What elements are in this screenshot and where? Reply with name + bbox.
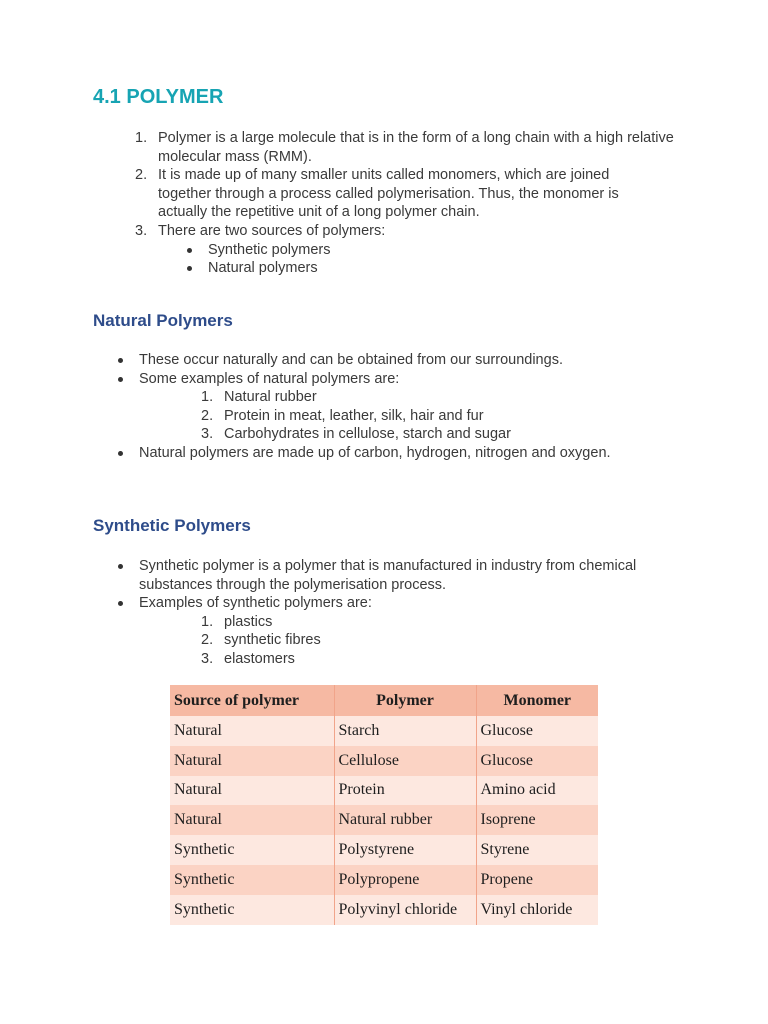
list-item [201,613,656,632]
table-cell: Styrene [476,835,598,865]
list-text: plastics [224,613,273,630]
list-item [116,370,636,389]
list-number: 3. [201,426,214,443]
synthetic-polymers-list [116,557,656,669]
table-cell: Polypropene [334,865,476,895]
table-cell: Cellulose [334,746,476,776]
list-number: 2. [201,632,214,649]
table-row [170,835,598,865]
table-cell: Synthetic [170,865,334,895]
list-text: These occur naturally and can be obtained from our surroundings. [139,352,563,368]
list-number: 2. [135,167,148,184]
list-text: Synthetic polymers [208,241,331,258]
list-number: 2. [201,407,214,424]
table-header-row [170,685,598,716]
list-text: There are two sources of polymers: [158,222,386,239]
table-row [170,776,598,806]
table-cell: Natural [170,746,334,776]
list-number: 1. [201,613,214,630]
table-row [170,895,598,925]
table-cell: Isoprene [476,805,598,835]
list-number: 1. [201,389,214,406]
table-cell: Polystyrene [334,835,476,865]
table-row [170,865,598,895]
table-cell: Propene [476,865,598,895]
list-text: Natural polymers [208,260,318,277]
table-cell: Glucose [476,716,598,746]
table-cell: Amino acid [476,776,598,806]
list-item [116,594,656,613]
header-source: Source of polymer [170,685,334,716]
table-cell: Natural [170,776,334,806]
header-monomer: Monomer [476,685,598,716]
polymer-points-list [135,129,675,278]
table-cell: Glucose [476,746,598,776]
list-text: It is made up of many smaller units called monomers, which are joined together through a process called polymerisation. Thus, the monomer is actually the repetitive unit of a long polymer chain. [158,167,619,221]
list-text: Natural rubber [224,389,317,406]
list-text: Examples of synthetic polymers are: [139,595,372,612]
list-number: 1. [135,130,148,146]
natural-polymers-heading: Natural Polymers [93,311,233,330]
table-cell: Vinyl chloride [476,895,598,925]
table-row [170,746,598,776]
list-item [185,259,675,278]
list-item [116,557,656,594]
page-title: 4.1 POLYMER [93,86,224,108]
list-text: Some examples of natural polymers are: [139,370,400,387]
list-number: 3. [201,650,214,667]
list-item [116,444,636,463]
table-cell: Polyvinyl chloride [334,895,476,925]
list-item [116,351,636,370]
table-row [170,716,598,746]
list-text: elastomers [224,650,295,667]
table-cell: Synthetic [170,895,334,925]
table-row [170,805,598,835]
table-cell: Natural [170,805,334,835]
table-cell: Protein [334,776,476,806]
table-cell: Natural rubber [334,805,476,835]
list-item [201,388,636,407]
table-cell: Synthetic [170,835,334,865]
table-cell: Natural [170,716,334,746]
list-item [185,241,675,260]
list-number: 3. [135,222,148,239]
list-item [135,166,675,222]
list-item [201,407,636,426]
list-item [135,129,675,166]
list-text: synthetic fibres [224,632,321,649]
list-item [201,425,636,444]
list-item [201,631,656,650]
header-polymer: Polymer [334,685,476,716]
list-text: Carbohydrates in cellulose, starch and sugar [224,426,511,443]
list-item [201,650,656,669]
list-text: Protein in meat, leather, silk, hair and fur [224,407,484,424]
list-text: Synthetic polymer is a polymer that is manufactured in industry from chemical substances through the polymerisation process. [139,558,637,593]
polymer-table [170,685,598,925]
synthetic-polymers-heading: Synthetic Polymers [93,516,251,535]
table-cell: Starch [334,716,476,746]
natural-polymers-list [116,351,636,463]
list-item [135,222,675,241]
list-text: Polymer is a large molecule that is in the form of a long chain with a high relative molecular mass (RMM). [158,130,674,165]
list-text: Natural polymers are made up of carbon, hydrogen, nitrogen and oxygen. [139,444,611,461]
